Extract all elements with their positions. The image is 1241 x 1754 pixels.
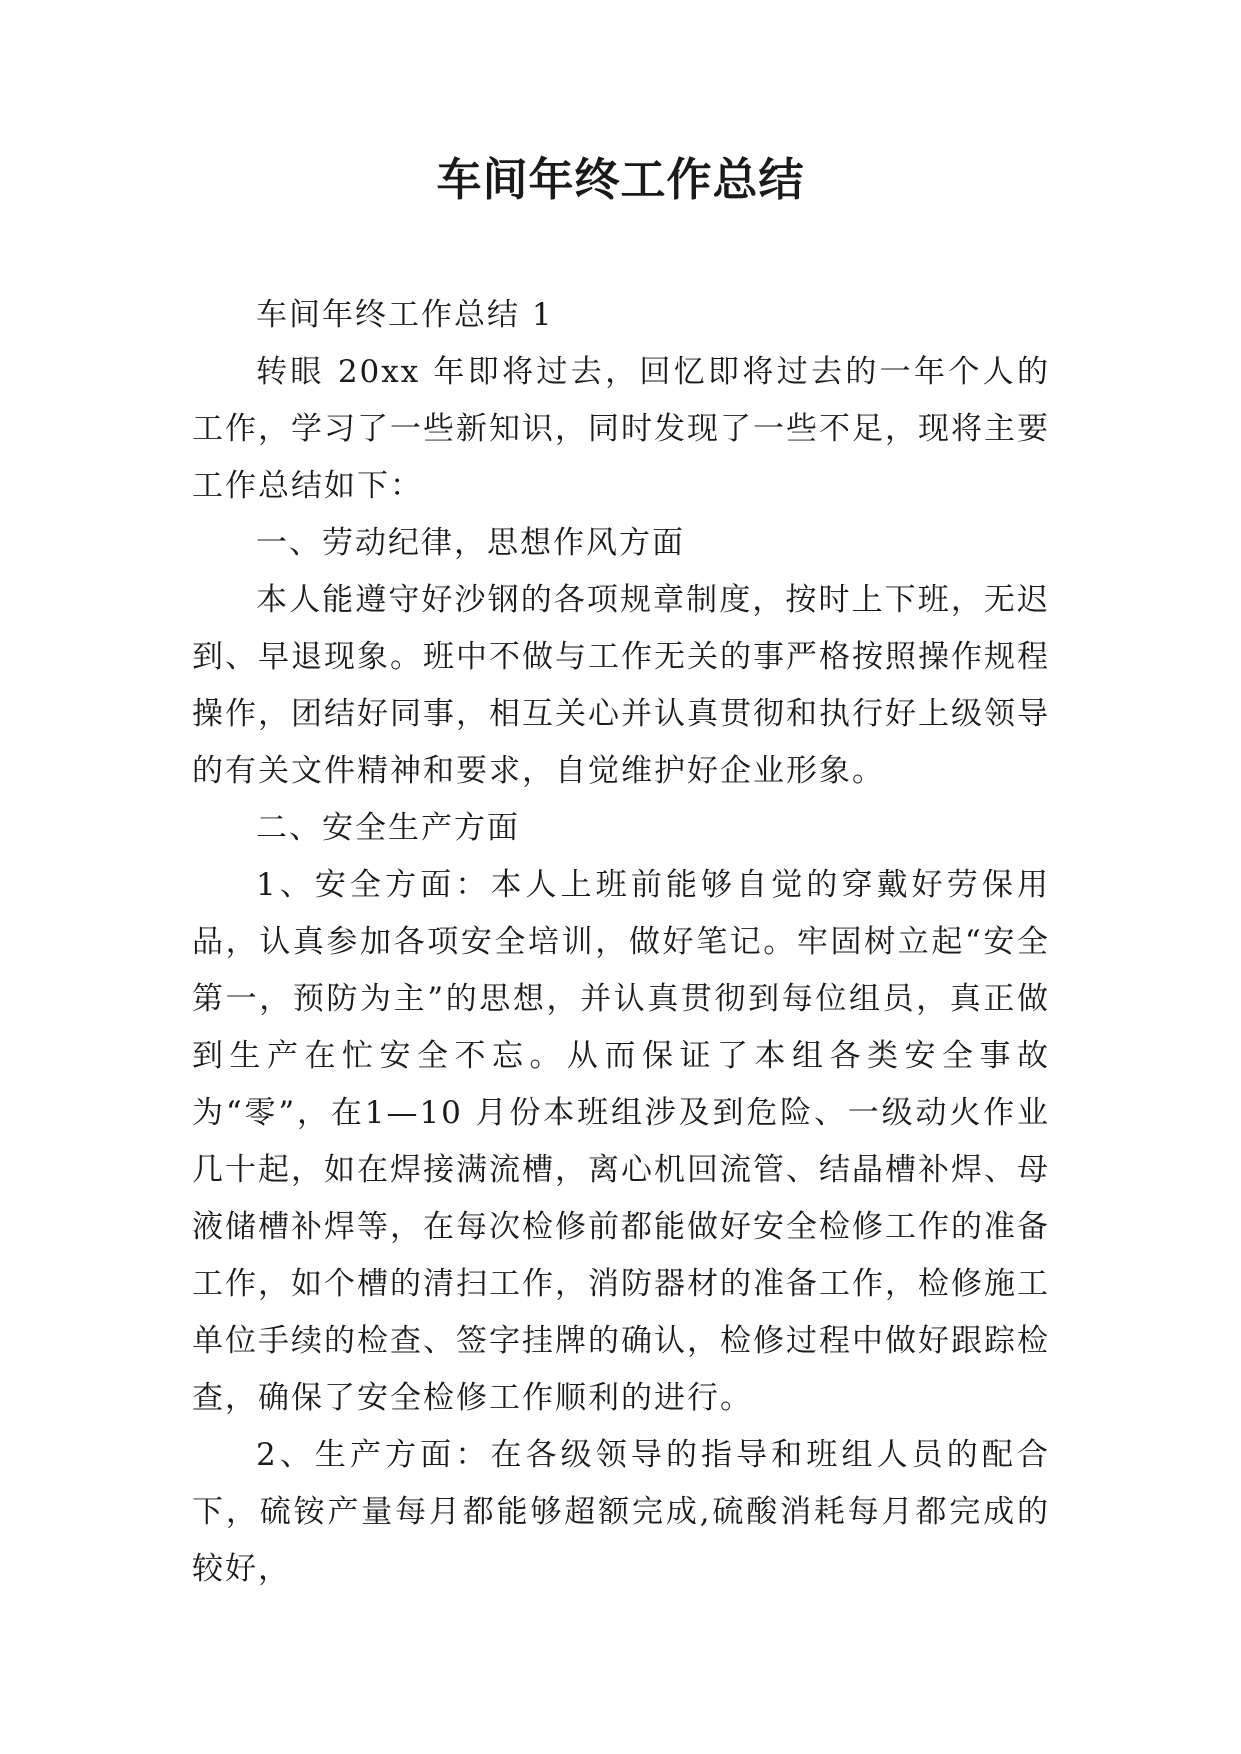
section-heading-1: 车间年终工作总结 1: [256, 297, 554, 333]
safety-paragraph: 1、安全方面：本人上班前能够自觉的穿戴好劳保用品，认真参加各项安全培训，做好笔记。牢固树立起“安全第一，预防为主”的思想，并认真贯彻到每位组员，真正做到生产在忙安全不忘。从而保证了本组各类安全事故为“零”，在1—10 月份本班组涉及到危险、一级动火作业几十起，如在焊接满流槽，离心机回流管、结晶槽补焊、母液储槽补焊等，在每次检修前都能做好安全检修工作的准备工作，如个槽的清扫工作，消防器材的准备工作，检修施工单位手续的检查、签字挂牌的确认，检修过程中做好跟踪检查，确保了安全检修工作顺利的进行。: [192, 867, 1050, 1416]
subheading-labor-discipline: 一、劳动纪律，思想作风方面: [256, 525, 685, 561]
document-body: [192, 287, 1050, 1598]
intro-paragraph: 转眼 20xx 年即将过去，回忆即将过去的一年个人的工作，学习了一些新知识，同时发现了一些不足，现将主要工作总结如下：: [192, 354, 1050, 504]
production-paragraph: 2、生产方面：在各级领导的指导和班组人员的配合下，硫铵产量每月都能够超额完成,硫酸消耗每月都完成的较好，: [192, 1437, 1050, 1587]
document-title: 车间年终工作总结: [436, 153, 805, 206]
labor-discipline-paragraph: 本人能遵守好沙钢的各项规章制度，按时上下班，无迟到、早退现象。班中不做与工作无关的事严格按照操作规程操作，团结好同事，相互关心并认真贯彻和执行好上级领导的有关文件精神和要求，自觉维护好企业形象。: [192, 582, 1050, 789]
subheading-safety-production: 二、安全生产方面: [256, 810, 520, 846]
